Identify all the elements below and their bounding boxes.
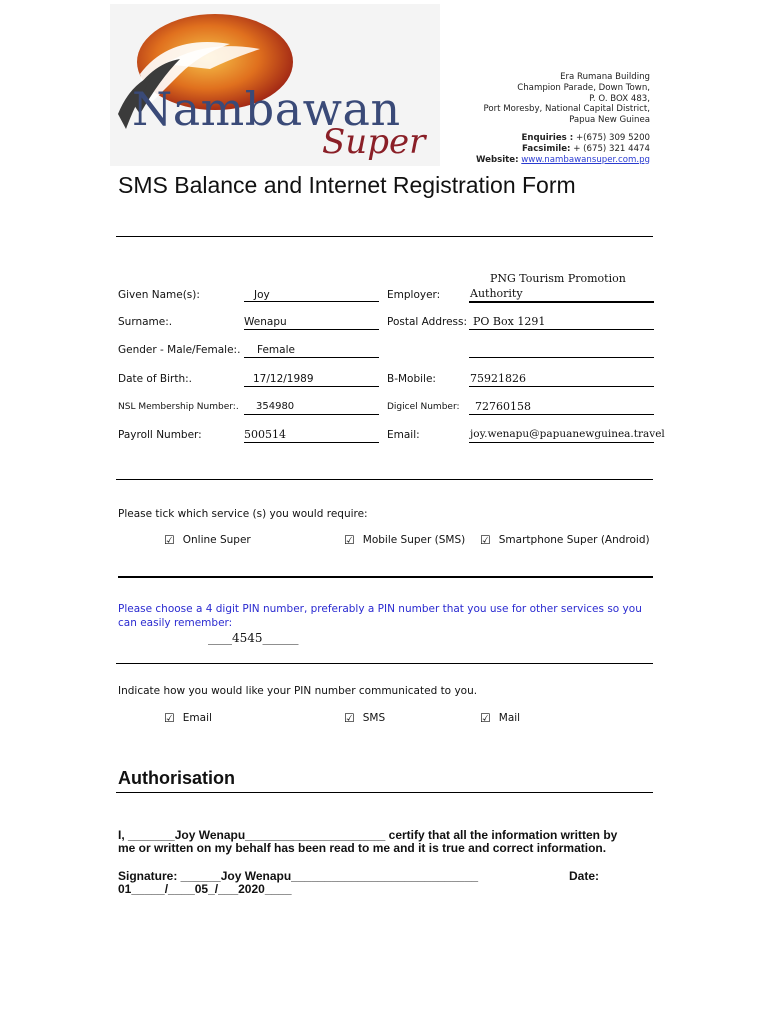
divider	[116, 479, 653, 480]
bmobile-value[interactable]: 75921826	[470, 372, 526, 385]
divider	[116, 663, 653, 664]
email-value[interactable]: joy.wenapu@papuanewguinea.travel	[470, 428, 665, 440]
postal-address-label: Postal Address:	[387, 316, 468, 328]
delivery-option-sms[interactable]	[344, 711, 385, 725]
address-line: Papua New Guinea	[569, 115, 650, 126]
surname-value[interactable]: Wenapu	[244, 316, 287, 328]
dob-underline	[244, 386, 379, 387]
postal-address-underline-2	[469, 357, 654, 358]
form-title: SMS Balance and Internet Registration Form	[118, 172, 576, 198]
company-address	[410, 72, 650, 165]
service-option-label: Mobile Super (SMS)	[362, 534, 466, 546]
service-option-mobile-super[interactable]	[344, 533, 465, 547]
service-option-label: Online Super	[182, 534, 251, 546]
delivery-option-label: Email	[182, 712, 212, 724]
employer-label: Employer:	[387, 289, 441, 301]
pin-value[interactable]: ____4545______	[208, 631, 299, 645]
checkbox-checked-icon[interactable]: ☑	[480, 711, 491, 725]
pin-instruction: Please choose a 4 digit PIN number, preferably a PIN number that you use for other services so you can easily remember:	[118, 603, 642, 629]
digicel-value[interactable]: 72760158	[475, 400, 531, 413]
website-line: Website: www.nambawansuper.com.pg	[475, 154, 650, 165]
postal-address-underline	[469, 329, 654, 330]
divider	[116, 792, 653, 793]
checkbox-checked-icon[interactable]: ☑	[164, 711, 175, 725]
email-underline	[469, 442, 654, 443]
divider	[116, 236, 653, 237]
digicel-underline	[469, 414, 654, 415]
delivery-option-email[interactable]	[164, 711, 212, 725]
checkbox-checked-icon[interactable]: ☑	[480, 533, 491, 547]
signature-line[interactable]: Signature: ______Joy Wenapu____________________________	[118, 869, 479, 883]
checkbox-checked-icon[interactable]: ☑	[344, 711, 355, 725]
date-label: Date:	[569, 869, 600, 883]
dob-value[interactable]: 17/12/1989	[253, 373, 314, 385]
postal-address-value[interactable]: PO Box 1291	[473, 315, 546, 328]
service-option-label: Smartphone Super (Android)	[498, 534, 650, 546]
delivery-option-label: Mail	[498, 712, 521, 724]
address-line: Champion Parade, Down Town,	[517, 82, 650, 93]
delivery-option-label: SMS	[362, 712, 386, 724]
enquiries-line: Enquiries : +(675) 309 5200	[521, 132, 650, 143]
payroll-value[interactable]: 500514	[244, 428, 286, 441]
surname-underline	[244, 329, 379, 330]
authorisation-statement-line1: I, _______Joy Wenapu_____________________ certify that all the information written by	[118, 828, 618, 842]
bmobile-underline	[469, 386, 654, 387]
email-label: Email:	[387, 429, 420, 441]
nsl-label: NSL Membership Number:.	[118, 402, 239, 412]
employer-value-line2[interactable]: Authority	[470, 287, 523, 300]
checkbox-checked-icon[interactable]: ☑	[344, 533, 355, 547]
service-option-smartphone-super[interactable]	[480, 533, 650, 547]
given-name-underline	[244, 301, 379, 302]
gender-label: Gender - Male/Female:.	[118, 344, 241, 356]
authorisation-statement-line2: me or written on my behalf has been read to me and it is true and correct information.	[118, 841, 607, 855]
logo-super-text: Super	[322, 122, 426, 162]
facsimile-line: Facsimile: + (675) 321 4474	[522, 143, 650, 154]
gender-underline	[244, 357, 379, 358]
employer-underline	[469, 301, 654, 303]
divider	[118, 576, 653, 578]
gender-value[interactable]: Female	[257, 344, 295, 356]
payroll-label: Payroll Number:	[118, 429, 202, 441]
date-value[interactable]: 01_____/____05_/___2020____	[118, 882, 292, 896]
digicel-label: Digicel Number:	[387, 402, 460, 412]
nsl-value[interactable]: 354980	[256, 401, 295, 412]
checkbox-checked-icon[interactable]: ☑	[164, 533, 175, 547]
nambawan-super-logo	[110, 4, 440, 166]
delivery-option-mail[interactable]	[480, 711, 520, 725]
bmobile-label: B-Mobile:	[387, 373, 436, 385]
address-line: Era Rumana Building	[560, 72, 650, 82]
dob-label: Date of Birth:.	[118, 373, 192, 385]
services-prompt: Please tick which service (s) you would require:	[118, 508, 368, 520]
payroll-underline	[244, 442, 379, 443]
employer-value-line1[interactable]: PNG Tourism Promotion	[490, 272, 626, 285]
delivery-prompt: Indicate how you would like your PIN number communicated to you.	[118, 685, 478, 697]
logo-brand-text: Nambawan	[132, 82, 401, 136]
given-name-label: Given Name(s):	[118, 289, 200, 301]
given-name-value[interactable]: Joy	[254, 289, 270, 301]
address-line: Port Moresby, National Capital District,	[483, 104, 650, 115]
website-link[interactable]: www.nambawansuper.com.pg	[521, 154, 650, 165]
authorisation-heading: Authorisation	[118, 768, 235, 788]
surname-label: Surname:.	[118, 316, 173, 328]
service-option-online-super[interactable]	[164, 533, 251, 547]
nsl-underline	[244, 414, 379, 415]
address-line: P. O. BOX 483,	[589, 93, 650, 104]
